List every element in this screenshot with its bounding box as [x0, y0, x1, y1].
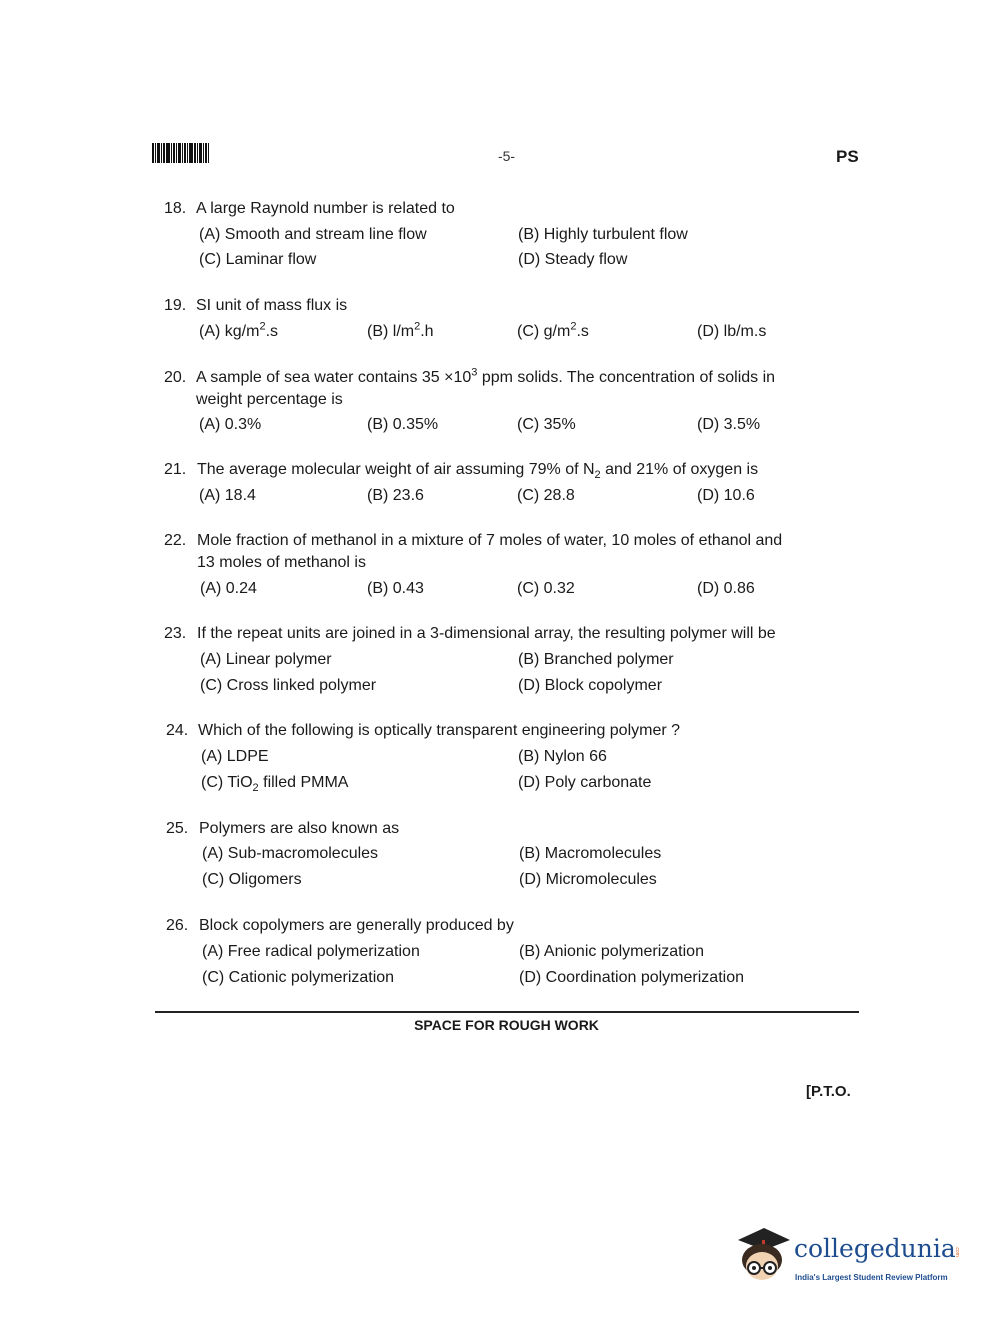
- option-a: (A) Sub-macromolecules: [202, 845, 379, 862]
- option-b: (B) $l/m^2.h$: [367, 320, 434, 340]
- rough-work-heading: SPACE FOR ROUGH WORK: [414, 1017, 599, 1033]
- option-c: (C) Oligomers: [202, 871, 302, 888]
- collegedunia-watermark: [734, 1226, 964, 1296]
- option-a: (A) Free radical polymerization: [202, 943, 420, 960]
- option-b: (B) 0.35%: [367, 416, 439, 433]
- brand-com: .com: [954, 1246, 960, 1257]
- option-a: (A) Linear polymer: [200, 651, 332, 668]
- question-stem: The average molecular weight of air assuming 79% of $N_2$ and 21% of oxygen is: [197, 461, 759, 482]
- question-number: 19.: [164, 297, 187, 314]
- option-b: (B) Highly turbulent flow: [518, 226, 688, 243]
- question-number: 20.: [164, 369, 187, 386]
- option-a: (A) Smooth and stream line flow: [199, 226, 427, 243]
- option-b: (B) Anionic polymerization: [519, 943, 704, 960]
- option-d: (D) 0.86: [697, 580, 755, 597]
- option-a: (A) 18.4: [199, 487, 256, 504]
- question-number: 23.: [164, 625, 187, 642]
- question-stem: If the repeat units are joined in a 3-dimensional array, the resulting polymer will be: [197, 625, 776, 642]
- option-d: (D) Micromolecules: [519, 871, 657, 888]
- question-stem-line-2: 13 moles of methanol is: [197, 554, 366, 571]
- option-d: (D) Coordination polymerization: [519, 969, 744, 986]
- question-number: 26.: [166, 917, 189, 934]
- question-stem: A sample of sea water contains $35 \times 10^3$ ppm solids. The concentration of solids in: [196, 366, 776, 386]
- option-d: (D) 3.5%: [697, 416, 761, 433]
- option-c: (C) 35%: [517, 416, 576, 433]
- question-stem: Block copolymers are generally produced by: [199, 917, 514, 934]
- option-a: (A) LDPE: [201, 748, 269, 765]
- option-b: (B) 23.6: [367, 487, 424, 504]
- option-c: (C) Cross linked polymer: [200, 677, 377, 694]
- option-c: (C) 28.8: [517, 487, 575, 504]
- option-a: (A) 0.24: [200, 580, 257, 597]
- option-a: (A) $kg/m^2.s$: [199, 320, 279, 340]
- option-a: (A) 0.3%: [199, 416, 262, 433]
- question-stem: Which of the following is optically transparent engineering polymer ?: [198, 722, 681, 739]
- option-b: (B) Macromolecules: [519, 845, 662, 862]
- brand-tagline: India's Largest Student Review Platform: [795, 1273, 948, 1282]
- mascot-icon: [734, 1226, 792, 1286]
- option-d: (D) Poly carbonate: [518, 774, 652, 791]
- question-number: 24.: [166, 722, 189, 739]
- question-stem: A large Raynold number is related to: [196, 200, 455, 217]
- question-stem: Polymers are also known as: [199, 820, 400, 837]
- option-b: (B) Branched polymer: [518, 651, 674, 668]
- question-stem-line-2: weight percentage is: [196, 391, 343, 408]
- option-b: (B) 0.43: [367, 580, 424, 597]
- question-number: 25.: [166, 820, 189, 837]
- option-c: (C) $g/m^2.s$: [517, 320, 589, 340]
- question-number: 18.: [164, 200, 187, 217]
- option-d: (D) lb/m.s: [697, 323, 767, 340]
- question-stem: Mole fraction of methanol in a mixture of 7 moles of water, 10 moles of ethanol and: [197, 532, 783, 549]
- option-b: (B) Nylon 66: [518, 748, 607, 765]
- page-number: -5-: [497, 148, 516, 164]
- option-c: (C) Cationic polymerization: [202, 969, 395, 986]
- option-d: (D) Block copolymer: [518, 677, 663, 694]
- brand-name: collegedunia: [794, 1234, 956, 1263]
- option-c: (C) 0.32: [517, 580, 575, 597]
- option-d: (D) Steady flow: [518, 251, 628, 268]
- paper-code: PS: [836, 147, 859, 166]
- pto-label: [P.T.O.: [806, 1083, 851, 1100]
- divider-line: [155, 1011, 859, 1013]
- question-number: 22.: [164, 532, 187, 549]
- option-c: (C) TiO$_2$ filled PMMA: [201, 774, 349, 795]
- option-d: (D) 10.6: [697, 487, 755, 504]
- option-c: (C) Laminar flow: [199, 251, 317, 268]
- question-stem: SI unit of mass flux is: [196, 297, 348, 314]
- question-number: 21.: [164, 461, 187, 478]
